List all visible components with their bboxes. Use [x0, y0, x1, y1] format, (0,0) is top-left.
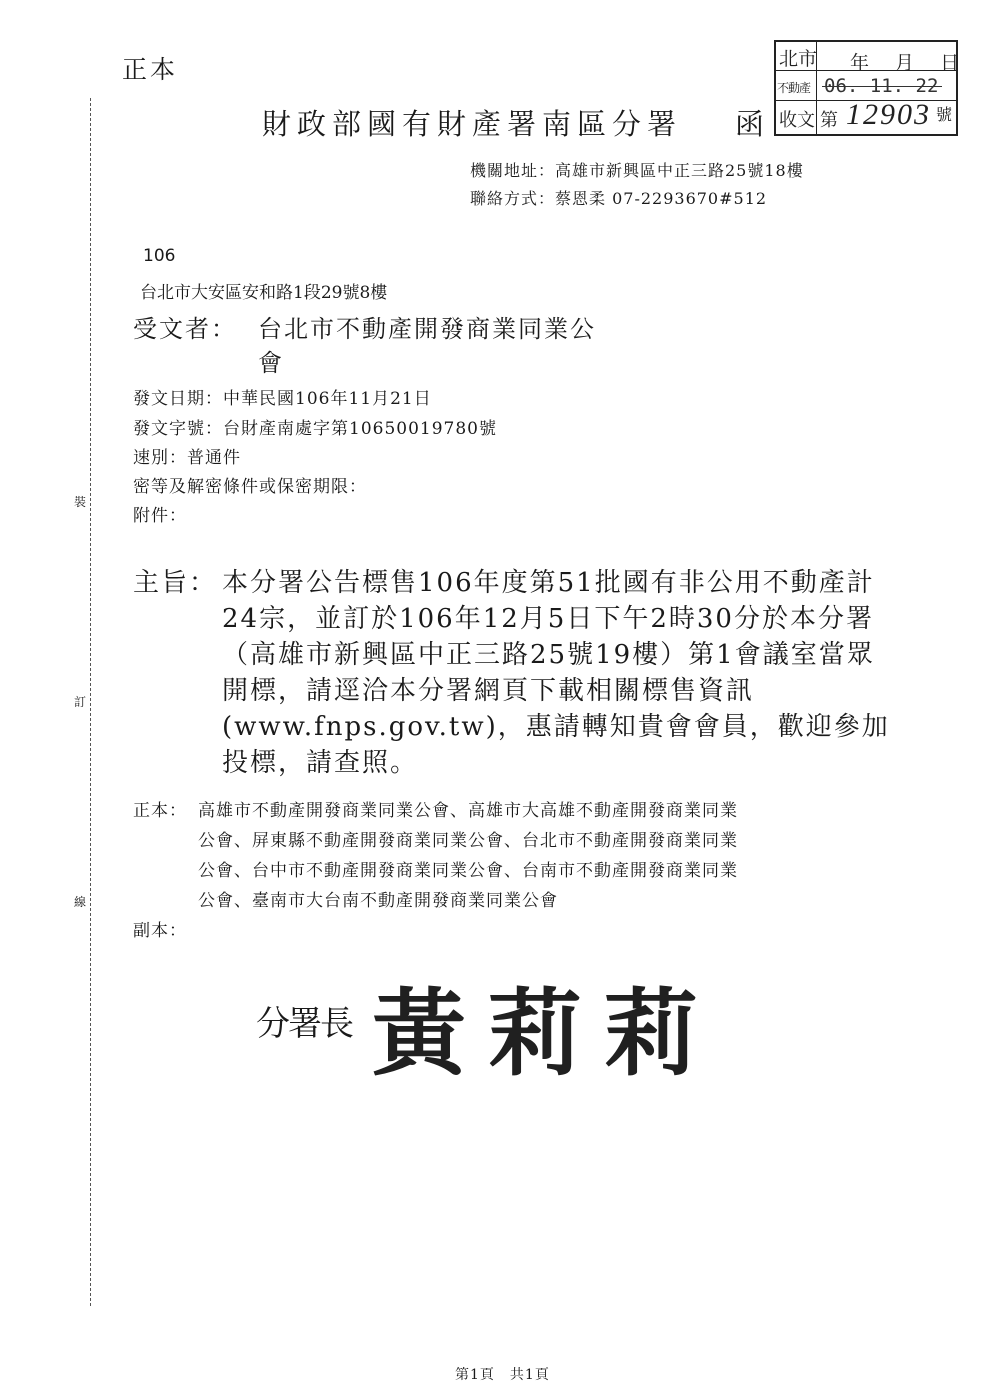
confidentiality: 密等及解密條件或保密期限： [133, 477, 367, 497]
binding-char-xian: 線 [74, 890, 86, 913]
stamp-date: 06. 11. 22 [824, 75, 939, 97]
page-number: 第1頁 共1頁 [455, 1367, 550, 1383]
signature-title: 分署長 [256, 1004, 352, 1044]
main-copy-line: 高雄市不動產開發商業同業公會、高雄市大高雄不動產開發商業同業 [198, 801, 738, 821]
recipient-name-line1: 台北市不動產開發商業同業公 [258, 315, 596, 343]
attachment: 附件： [133, 506, 187, 526]
stamp-hao: 號 [936, 105, 953, 124]
binding-char-ding: 訂 [74, 690, 86, 713]
delivery-speed: 速別：普通件 [133, 448, 241, 468]
cc-label: 副本： [133, 921, 187, 941]
signature-name: 黃莉莉 [372, 979, 721, 1089]
main-copy-line: 公會、屏東縣不動產開發商業同業公會、台北市不動產開發商業同業 [198, 831, 738, 851]
main-copy-label: 正本： [133, 801, 187, 821]
subject-line: 投標，請查照。 [222, 748, 419, 778]
issue-number: 發文字號：台財產南處字第10650019780號 [133, 419, 497, 439]
subject-line: (www.fnps.gov.tw)，惠請轉知貴會會員，歡迎參加 [222, 712, 890, 742]
stamp-number: 12903 [846, 98, 931, 131]
receipt-stamp [774, 40, 970, 136]
binding-line [90, 98, 91, 1306]
subject-line: 本分署公告標售106年度第51批國有非公用不動產計 [222, 568, 875, 598]
stamp-recv: 收文 [779, 110, 815, 131]
stamp-ymd-header: 年 月 日 [850, 52, 970, 74]
recipient-address: 台北市大安區安和路1段29號8樓 [140, 283, 388, 303]
issue-date: 發文日期：中華民國106年11月21日 [133, 389, 432, 409]
stamp-city: 北市 [779, 48, 818, 70]
agency-address: 機關地址：高雄市新興區中正三路25號18樓 [470, 161, 804, 180]
stamp-dept: 不動產 [777, 81, 811, 95]
subject-line: 開標，請逕洽本分署網頁下載相關標售資訊 [222, 676, 755, 706]
subject-line: 24宗，並訂於106年12月5日下午2時30分於本分署 [222, 604, 874, 634]
agency-title: 財政部國有財產署南區分署 [262, 107, 683, 141]
main-copy-line: 公會、台中市不動產開發商業同業公會、台南市不動產開發商業同業 [198, 861, 738, 881]
document-type: 函 [735, 107, 765, 141]
subject-label: 主旨： [133, 568, 218, 598]
recipient-zip: 106 [143, 246, 176, 266]
recipient-name-line2: 會 [258, 349, 282, 377]
agency-contact: 聯絡方式：蔡恩柔 07-2293670#512 [470, 189, 768, 208]
subject-line: （高雄市新興區中正三路25號19樓）第1會議室當眾 [222, 640, 875, 670]
main-copy-line: 公會、臺南市大台南不動產開發商業同業公會 [198, 891, 558, 911]
copy-mark: 正本 [122, 55, 179, 84]
binding-char-zhuang: 裝 [74, 490, 86, 513]
stamp-di: 第 [820, 110, 838, 131]
recipient-label: 受文者： [133, 315, 237, 343]
